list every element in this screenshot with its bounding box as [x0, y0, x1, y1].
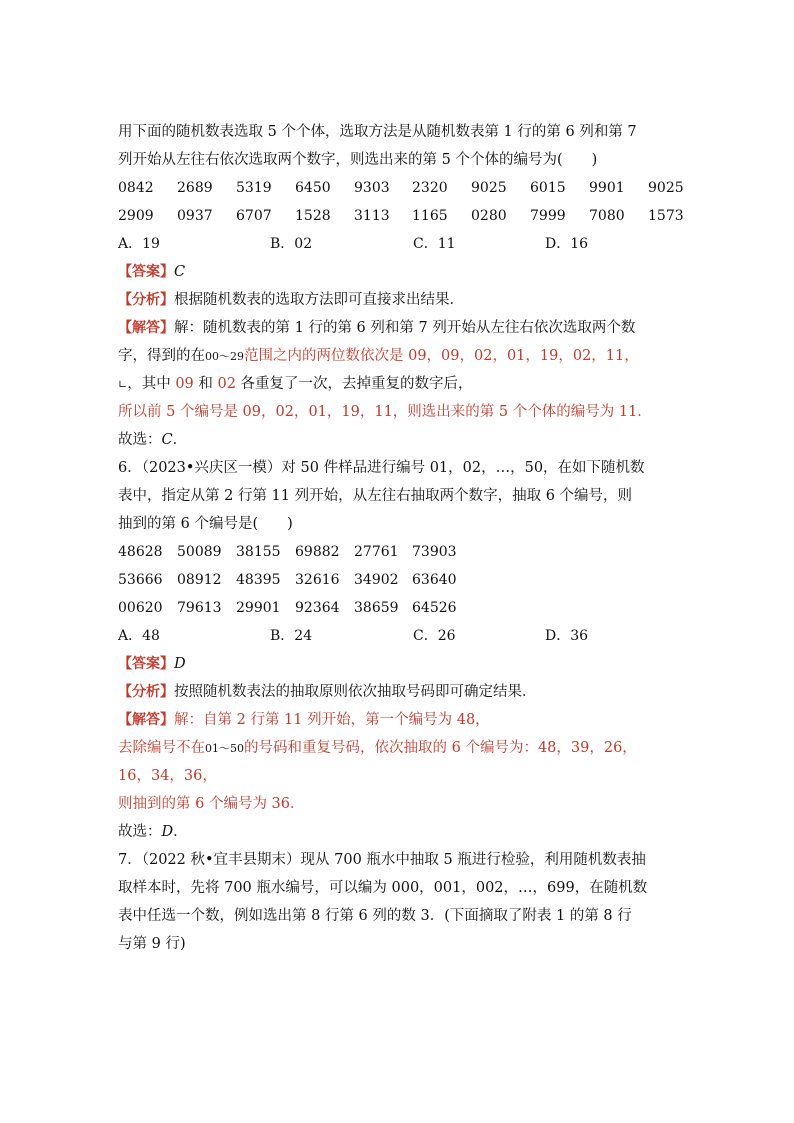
q7-stem-line-1: 7．（2022 秋•宜丰县期末）现从 700 瓶水中抽取 5 瓶进行检验，利用随机数表抽: [118, 852, 646, 868]
table-cell: 2320: [412, 180, 448, 196]
q6-solution-line-3: 16，34，36，: [118, 768, 217, 784]
table-cell: 1165: [412, 208, 448, 224]
table-cell: 0280: [471, 208, 507, 224]
table-cell: 38155: [236, 544, 281, 560]
conclusion-text: ．: [172, 432, 188, 448]
q6-table-row-1: [118, 538, 688, 566]
table-cell: 0937: [177, 208, 213, 224]
ellipsis-symbol: ∟: [118, 378, 128, 391]
q5-solution-line-4: 所以前 5 个编号是 09，02，01，19，11，则选出来的第 5 个个体的编号为 11．: [118, 404, 652, 420]
q7-stem-line-2: 取样本时，先将 700 瓶水编号，可以编为 000，001，002，…，699，在随机数: [118, 880, 648, 896]
q6-stem-line-1: 6．（2023•兴庆区一模）对 50 件样品进行编号 01，02，…，50，在如下随机数: [118, 460, 645, 476]
table-cell: 9901: [589, 180, 625, 196]
solution-text: 解：自第 2 行第 11 列开始，第一个编号为 48，: [174, 712, 490, 728]
option-a[interactable]: A．19: [118, 236, 160, 252]
answer-tag: 【答案】: [118, 656, 174, 672]
option-a[interactable]: A．48: [118, 628, 160, 644]
table-cell: 9025: [648, 180, 684, 196]
table-cell: 69882: [295, 544, 340, 560]
table-cell: 2689: [177, 180, 213, 196]
table-cell: 53666: [118, 572, 163, 588]
table-cell: 48628: [118, 544, 163, 560]
table-cell: 6015: [530, 180, 566, 196]
q7-stem-line-4: 与第 9 行): [118, 936, 186, 952]
solution-text-red: 范围之内的两位数依次是 09，09，02，01，19，02，11，: [244, 348, 639, 364]
option-b[interactable]: B．02: [270, 236, 313, 252]
option-b[interactable]: B．24: [270, 628, 313, 644]
q5-table-row-2: [118, 202, 688, 230]
table-cell: 29901: [236, 600, 281, 616]
q6-solution-line-1: [118, 706, 688, 734]
range-text: 00～29: [205, 350, 244, 363]
analysis-tag: 【分析】: [118, 684, 174, 700]
answer-value: C: [174, 264, 186, 280]
table-cell: 73903: [412, 544, 457, 560]
q6-analysis: [118, 678, 688, 706]
q6-table-row-2: [118, 566, 688, 594]
analysis-text: 根据随机数表的选取方法即可直接求出结果．: [174, 292, 464, 308]
conclusion-text: 故选：: [118, 432, 162, 448]
conclusion-text: 故选：: [118, 824, 162, 840]
table-cell: 3113: [354, 208, 390, 224]
table-cell: 9025: [471, 180, 507, 196]
q5-solution-line-3: [118, 370, 688, 398]
conclusion-value: D: [161, 824, 174, 840]
table-cell: 1528: [295, 208, 331, 224]
q5-stem-line-1: 用下面的随机数表选取 5 个个体，选取方法是从随机数表第 1 行的第 6 列和第 7: [118, 124, 637, 140]
table-cell: 0842: [118, 180, 154, 196]
solution-text: 解：随机数表的第 1 行的第 6 列和第 7 列开始从左往右依次选取两个数: [174, 320, 636, 336]
q6-table-row-3: [118, 594, 688, 622]
solution-text: ，其中: [127, 376, 176, 392]
table-cell: 2909: [118, 208, 154, 224]
range-text: 01～50: [205, 742, 244, 755]
q6-solution-line-2: [118, 734, 688, 762]
table-cell: 00620: [118, 600, 163, 616]
table-cell: 08912: [177, 572, 222, 588]
table-cell: 5319: [236, 180, 272, 196]
solution-text: 去除编号不在: [118, 740, 205, 756]
table-cell: 32616: [295, 572, 340, 588]
q5-solution-line-2: [118, 342, 688, 370]
solution-value-red: 09: [175, 376, 194, 392]
solution-tag: 【解答】: [118, 320, 174, 336]
table-cell: 9303: [354, 180, 390, 196]
table-cell: 63640: [412, 572, 457, 588]
table-cell: 6450: [295, 180, 331, 196]
option-d[interactable]: D．36: [545, 628, 589, 644]
option-c[interactable]: C．26: [413, 628, 456, 644]
table-cell: 64526: [412, 600, 457, 616]
table-cell: 34902: [354, 572, 399, 588]
solution-text-red: 的号码和重复号码，依次抽取的 6 个编号为：48，39，26，: [244, 740, 637, 756]
q5-conclusion: [118, 426, 688, 454]
q5-answer: [118, 258, 688, 286]
table-cell: 50089: [177, 544, 222, 560]
analysis-text: 按照随机数表法的抽取原则依次抽取号码即可确定结果．: [174, 684, 537, 700]
q5-stem-line-2: 列开始从左往右依次选取两个数字，则选出来的第 5 个个体的编号为( ): [118, 152, 598, 168]
table-cell: 92364: [295, 600, 340, 616]
q6-conclusion: [118, 818, 688, 846]
option-d[interactable]: D．16: [545, 236, 589, 252]
conclusion-value: C: [161, 432, 173, 448]
option-c[interactable]: C．11: [413, 236, 456, 252]
table-cell: 48395: [236, 572, 281, 588]
q5-solution-line-1: [118, 314, 688, 342]
solution-text: 各重复了一次，去掉重复的数字后，: [235, 376, 473, 392]
q6-solution-line-4: 则抽到的第 6 个编号为 36．: [118, 796, 305, 812]
q6-stem-line-2: 表中，指定从第 2 行第 11 列开始，从左往右抽取两个数字，抽取 6 个编号，则: [118, 488, 633, 504]
solution-value-red: 02: [217, 376, 236, 392]
solution-text: 字，得到的在: [118, 348, 205, 364]
table-cell: 79613: [177, 600, 222, 616]
analysis-tag: 【分析】: [118, 292, 174, 308]
table-cell: 7080: [589, 208, 625, 224]
solution-tag: 【解答】: [118, 712, 174, 728]
q5-analysis: [118, 286, 688, 314]
q6-stem-line-3: 抽到的第 6 个编号是( ): [118, 516, 293, 532]
conclusion-text: ．: [173, 824, 188, 840]
q7-stem-line-3: 表中任选一个数，例如选出第 8 行第 6 列的数 3．(下面摘取了附表 1 的第 8 行: [118, 908, 632, 924]
table-cell: 7999: [530, 208, 566, 224]
q6-answer: [118, 650, 688, 678]
answer-value: D: [174, 656, 186, 672]
q5-options: [118, 230, 688, 258]
table-cell: 27761: [354, 544, 399, 560]
answer-tag: 【答案】: [118, 264, 174, 280]
table-cell: 1573: [648, 208, 684, 224]
q5-table-row-1: [118, 174, 688, 202]
table-cell: 6707: [236, 208, 272, 224]
q6-options: [118, 622, 688, 650]
solution-text: 和: [193, 376, 218, 392]
document-page: [118, 118, 688, 958]
table-cell: 38659: [354, 600, 399, 616]
